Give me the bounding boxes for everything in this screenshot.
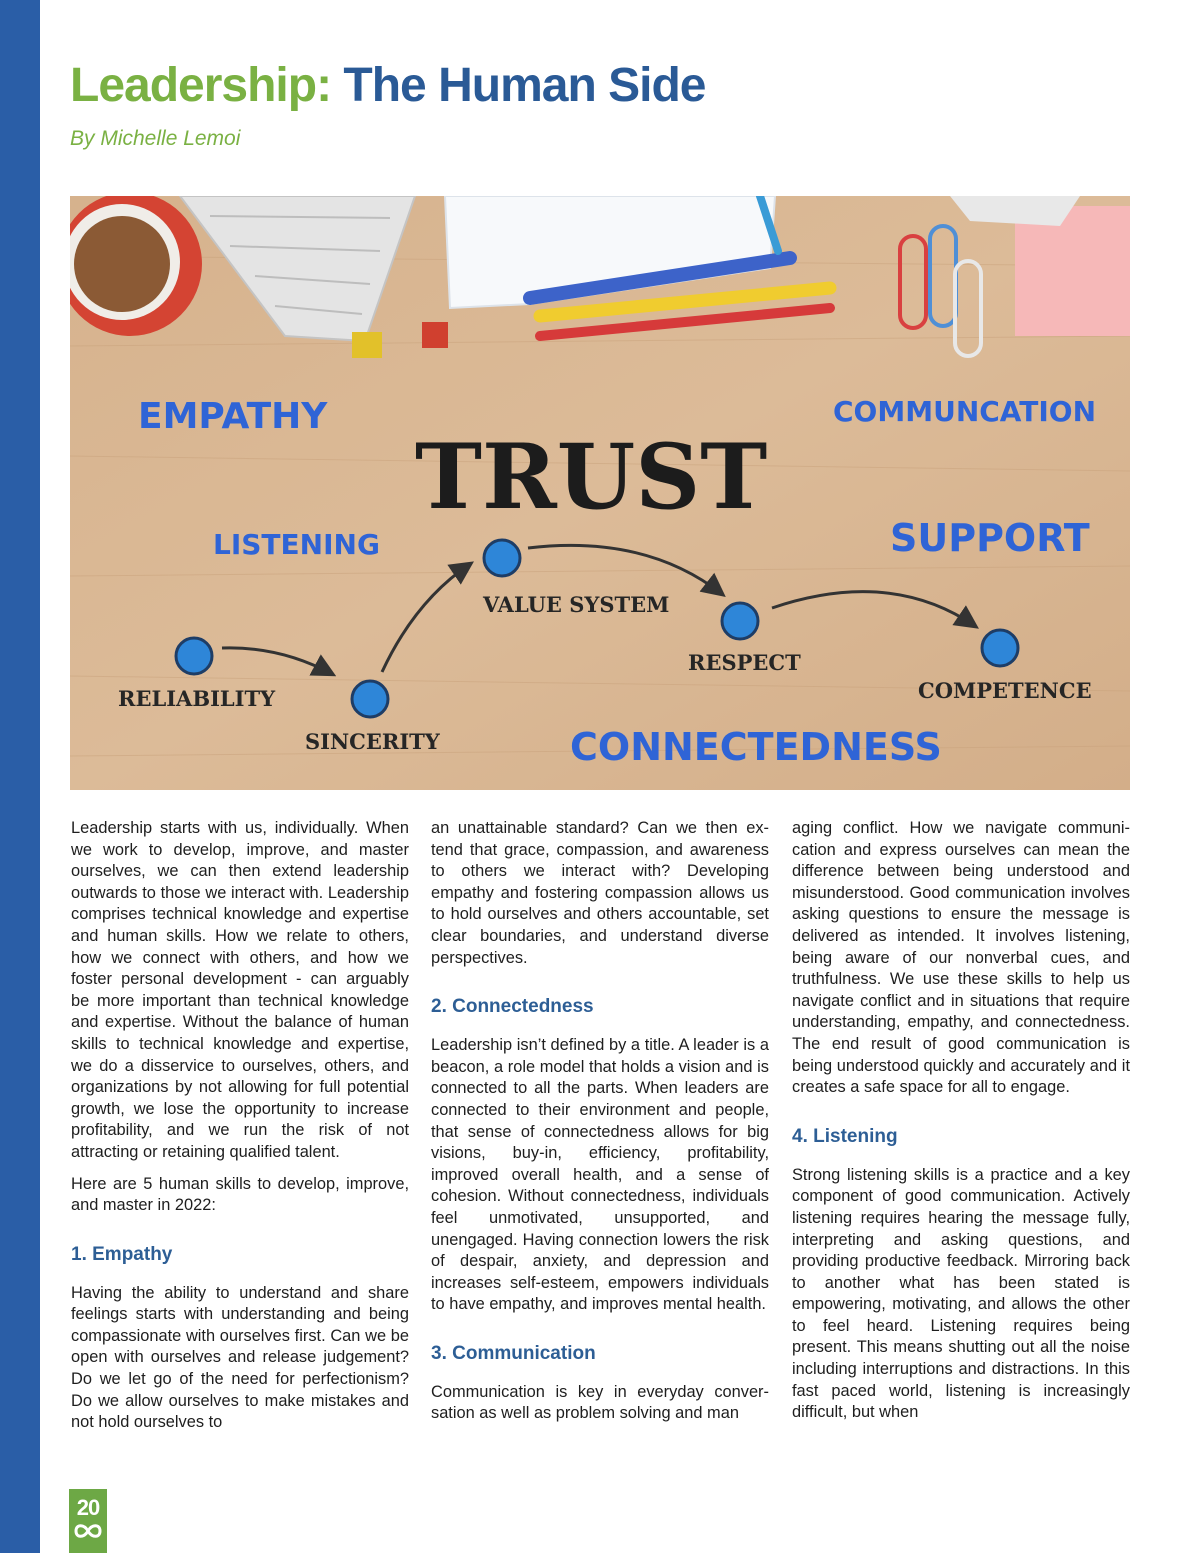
competence-label: COMPETENCE — [918, 678, 1092, 703]
empathy-paragraph: Having the ability to understand and share feelings starts with understanding and being compassionate with ourselves first. Can we be open with ourselves and release judgement? Do we let go of the need for perfectionism? Do we allow ourselves to make mistakes and not hold ourselves to — [71, 1283, 409, 1432]
infinity-icon — [73, 1522, 103, 1540]
left-sidebar-stripe — [0, 0, 40, 1553]
respect-node — [722, 603, 758, 639]
connectedness-word: CONNECTEDNESS — [570, 725, 942, 769]
reliability-node — [176, 638, 212, 674]
value-system-label: VALUE SYSTEM — [483, 592, 670, 617]
sincerity-label: SINCERITY — [305, 729, 440, 754]
sincerity-node — [352, 681, 388, 717]
empathy-continued-paragraph: an unattainable standard? Can we then extend that grace, compassion, and awareness to others we interact with? Developing empathy and fostering compassion allows us to hold ourselves and others accountable, set clear boundaries, and understand diverse perspectives. — [431, 819, 769, 967]
page-number: 20 — [76, 1495, 100, 1520]
respect-label: RESPECT — [688, 650, 801, 675]
article-column-2 — [431, 818, 769, 1435]
skills-intro-paragraph: Here are 5 human skills to develop, improve, and master in 2022: — [71, 1174, 409, 1215]
heading-empathy: 1. Empathy — [71, 1243, 173, 1265]
empathy-word: EMPATHY — [138, 396, 328, 437]
competence-node — [982, 630, 1018, 666]
connectedness-paragraph: Leadership isn’t defined by a title. A leader is a beacon, a role model that holds a vision and is connected to all the parts. When leaders are connected to their environment and people, that sense of connectedness allows for big visions, buy-in, efficiency, profitability, improved overall health, and a sense of cohesion. Without connectedness, individuals feel unmotivated, unsupported, and unengaged. Having connection lowers the risk of despair, anxiety, and depression and increases self-esteem, empowers individuals to have empathy, and improves mental health. — [431, 1036, 769, 1314]
value-system-node — [484, 540, 520, 576]
communication-paragraph: Communication is key in everyday conversation as well as problem solving and man — [431, 1382, 769, 1423]
page-number-badge — [69, 1489, 107, 1553]
trust-illustration — [70, 196, 1130, 790]
reliability-label: RELIABILITY — [118, 686, 276, 711]
trust-word: TRUST — [415, 424, 768, 530]
author-byline: By Michelle Lemoi — [70, 127, 241, 150]
listening-word: LISTENING — [213, 528, 380, 561]
communication-continued-paragraph: aging conflict. How we navigate communication and express ourselves can mean the difference between being understood and misunderstood. Good communication involves asking questions to ensure the message is delivered as intended. It involves listening, being aware of our nonverbal cues, and truthfulness. We use these skills to help us navigate conflict and in situations that require understanding, empathy, and connectedness. The end result of good communication is being understood quickly and accurately and it creates a safe space for all to engage. — [792, 819, 1130, 1097]
heading-listening: 4. Listening — [792, 1125, 898, 1147]
page-title — [70, 58, 705, 113]
support-word: SUPPORT — [890, 516, 1090, 560]
heading-communication: 3. Communication — [431, 1342, 596, 1364]
article-column-3 — [792, 818, 1130, 1434]
heading-connectedness: 2. Connectedness — [431, 996, 594, 1018]
communcation-word: COMMUNCATION — [833, 395, 1097, 428]
title-part-human-side: The Human Side — [343, 59, 706, 112]
trust-hero-image — [70, 196, 1130, 790]
intro-paragraph: Leadership starts with us, individually. When we work to develop, improve, and master ourselves, we can then extend leadership outwards to those we interact with. Leadership comprises technical knowledge and expertise and human skills. How we relate to others, how we connect with others, and how we foster personal development - can arguably be more important than technical knowledge and expertise. Without the balance of human skills to technical knowledge and expertise, we do a disservice to ourselves, others, and organizations by not allowing for full potential growth, we lose the opportunity to increase profitability, and we run the risk of not attracting or retaining qualified talent. — [71, 819, 409, 1161]
listening-paragraph: Strong listening skills is a practice and a key component of good communication. Actively listening requires hearing the message fully, interpreting and asking questions, and providing productive feedback. Mirroring back to another what has been stated is empowering, motivating, and allows the other to feel heard. Listening requires being present. This means shutting out all the noise including interruptions and distractions. In this fast paced world, listening is increasingly difficult, but when — [792, 1165, 1130, 1422]
title-part-leadership: Leadership: — [70, 59, 332, 112]
article-column-1 — [71, 818, 409, 1444]
